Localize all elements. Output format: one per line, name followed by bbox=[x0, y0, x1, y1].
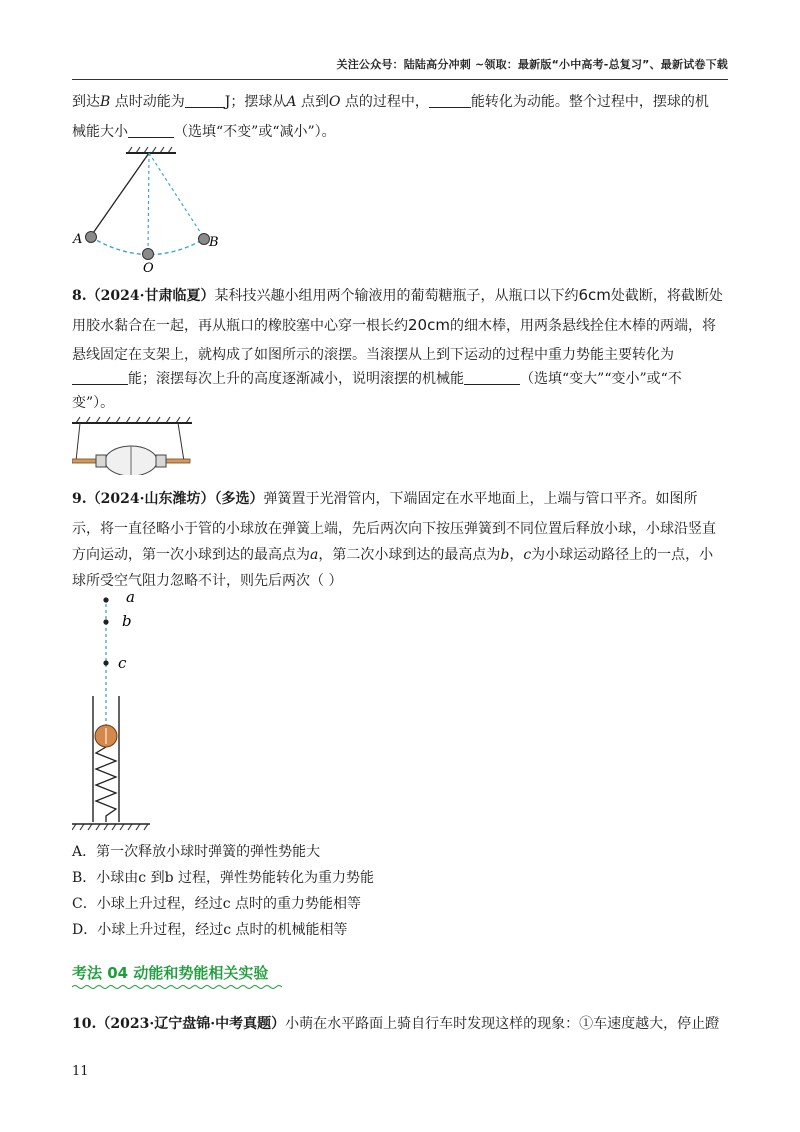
q7-line-1: 到达B 点时动能为 J；摆球从A 点到O 点的过程中， 能转化为动能。整个过程中，摆球的机 bbox=[72, 94, 709, 110]
q8-line-2: 用胶水黏合在一起，再从瓶口的橡胶塞中心穿一根长约20cm的细木棒，用两条悬线拴住木棒的两端，将 bbox=[72, 316, 716, 334]
ball-b bbox=[199, 234, 210, 245]
option-d[interactable]: D．小球上升过程，经过c 点时的机械能相等 bbox=[72, 922, 348, 938]
ceiling-support bbox=[126, 147, 176, 153]
q7-line-2: 械能大小 （选填“不变”或“减小”）。 bbox=[72, 124, 336, 140]
ball-a bbox=[86, 232, 97, 243]
q8-line-5: 变”）。 bbox=[72, 395, 115, 411]
right-dashed-line bbox=[149, 153, 204, 238]
q7-blank-2[interactable] bbox=[429, 93, 471, 108]
label-a-point: a bbox=[126, 590, 135, 606]
page-header: 关注公众号：陆陆高分冲刺 ~领取：最新版“小中高考-总复习”、最新试卷下载 bbox=[336, 58, 728, 71]
label-o: O bbox=[143, 261, 154, 275]
left-string bbox=[76, 423, 80, 461]
q9-line-2: 示，将一直径略小于管的小球放在弹簧上端，先后两次向下按压弹簧到不同位置后释放小球，小球沿竖直 bbox=[72, 521, 716, 537]
spring-tube-figure bbox=[72, 590, 172, 835]
section-underline bbox=[72, 984, 282, 990]
q7-blank-3[interactable] bbox=[128, 123, 174, 138]
q9-line-1: 9.（2024·山东潍坊）（多选）弹簧置于光滑管内，下端固定在水平地面上，上端与管口平齐。如图所 bbox=[72, 491, 698, 507]
ground-hatching bbox=[72, 824, 148, 830]
ball-o bbox=[143, 249, 154, 260]
pendulum-figure bbox=[70, 145, 230, 275]
pendulum-string bbox=[91, 153, 149, 236]
q9-line-4: 球所受空气阻力忽略不计，则先后两次（ ） bbox=[72, 573, 343, 589]
spring bbox=[96, 747, 116, 822]
header-rule bbox=[72, 79, 728, 80]
right-string bbox=[178, 423, 184, 461]
label-a: A bbox=[73, 232, 83, 247]
point-a bbox=[103, 597, 108, 602]
maxwell-pendulum-figure bbox=[72, 415, 202, 475]
q8-line-4: 能；滚摆每次上升的高度逐渐减小，说明滚摆的机械能 （选填“变大”“变小”或“不 bbox=[72, 369, 732, 389]
label-c-point: c bbox=[118, 654, 127, 672]
point-c bbox=[103, 660, 108, 665]
q8-blank-1[interactable] bbox=[72, 370, 128, 385]
label-b-point: b bbox=[122, 612, 132, 630]
support-bar bbox=[72, 417, 192, 423]
left-stopper bbox=[96, 455, 106, 467]
section-title: 考法 04 动能和势能相关实验 bbox=[72, 964, 269, 982]
vertical-dashed-line bbox=[148, 153, 149, 253]
right-stopper bbox=[156, 455, 166, 467]
option-b[interactable]: B．小球由c 到b 过程，弹性势能转化为重力势能 bbox=[72, 870, 374, 886]
option-a[interactable]: A．第一次释放小球时弹簧的弹性势能大 bbox=[72, 844, 321, 860]
label-b: B bbox=[209, 235, 219, 250]
q8-line-3: 悬线固定在支架上，就构成了如图所示的滚摆。当滚摆从上到下运动的过程中重力势能主要转化为 bbox=[72, 347, 674, 363]
point-b bbox=[103, 619, 108, 624]
q8-line-1: 8.（2024·甘肃临夏）某科技兴趣小组用两个输液用的葡萄糖瓶子，从瓶口以下约6cm处截断，将截断处 bbox=[72, 286, 723, 304]
q9-line-3: 方向运动，第一次小球到达的最高点为a，第二次小球到达的最高点为b，c为小球运动路径上的一点，小 bbox=[72, 547, 714, 563]
q8-blank-2[interactable] bbox=[464, 370, 520, 385]
q7-blank-1[interactable] bbox=[185, 93, 225, 108]
page-number: 11 bbox=[72, 1064, 89, 1079]
q10-line-1: 10.（2023·辽宁盘锦·中考真题）小萌在水平路面上骑自行车时发现这样的现象：①车速度越大，停止蹬 bbox=[72, 1016, 720, 1032]
option-c[interactable]: C．小球上升过程，经过c 点时的重力势能相等 bbox=[72, 896, 362, 912]
